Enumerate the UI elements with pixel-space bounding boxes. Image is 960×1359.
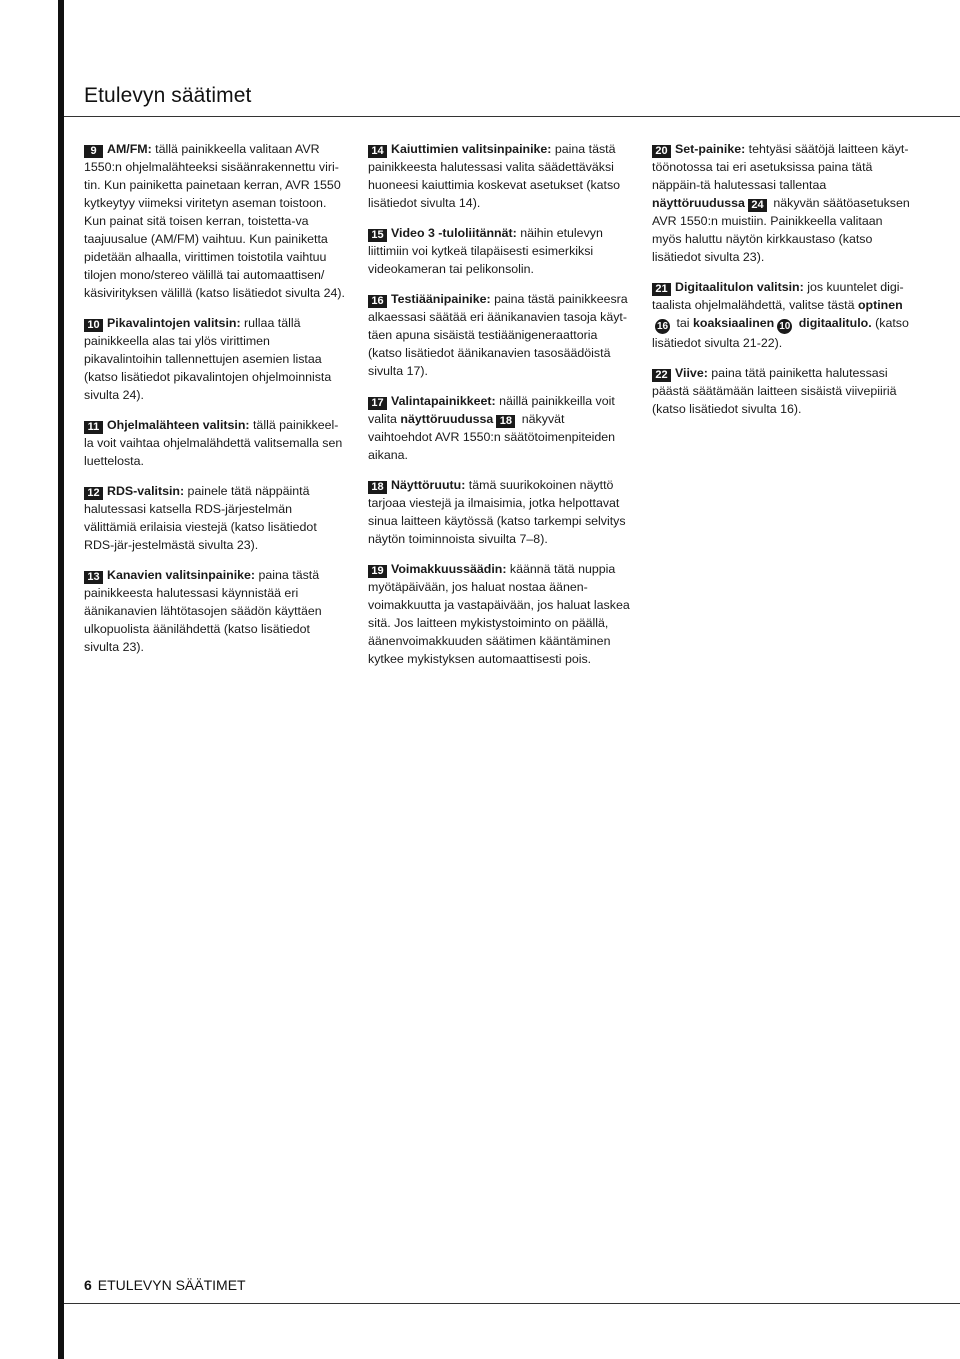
entry-text: tämä suurikokoinen näyttö tarjoaa viestejä ja ilmaisimia, jotka helpottavat sinua laitteen käytössä (katso tarkempi selvitys näytön toiminnoista sivuilta 7–8). bbox=[368, 478, 626, 546]
entry-title: Valintapainikkeet: bbox=[391, 394, 496, 408]
entry-13 bbox=[84, 566, 346, 656]
entry-bold-text: digitaalitulo. bbox=[795, 316, 872, 330]
item-number-badge: 21 bbox=[652, 283, 671, 296]
page-number: 6 bbox=[84, 1277, 92, 1293]
column-2 bbox=[368, 140, 630, 680]
item-number-badge: 19 bbox=[368, 565, 387, 578]
entry-text: paina tästä painikkeesta halutessasi käynnistää eri äänikanavien lähtötasojen säädön käyttäen ulkopuolista äänilähdettä (katso lisätiedot sivulta 23). bbox=[84, 568, 322, 654]
entry-10 bbox=[84, 314, 346, 404]
item-number-badge: 11 bbox=[84, 421, 103, 434]
entry-bold-text: koaksiaalinen bbox=[692, 316, 775, 330]
entry-title: AM/FM: bbox=[107, 142, 152, 156]
reference-number-badge: 18 bbox=[496, 415, 515, 428]
entry-text: tehtyäsi säätöjä laitteen käyt-töönotossa tai eri asetuksissa paina tätä näppäin-tä halutessasi tallentaa bbox=[652, 142, 909, 192]
entry-18 bbox=[368, 476, 630, 548]
entry-9 bbox=[84, 140, 346, 302]
entry-text: näkyvän säätöasetuksen AVR 1550:n muistiin. Painikkeella valitaan myös haluttu näytön kirkkaustaso (katso lisätiedot sivulta 23). bbox=[652, 196, 910, 264]
entry-title: RDS-valitsin: bbox=[107, 484, 185, 498]
item-number-badge: 15 bbox=[368, 229, 387, 242]
entry-title: Digitaalitulon valitsin: bbox=[675, 280, 804, 294]
entry-text: rullaa tällä painikkeella alas tai ylös virittimen pikavalintoihin tallennettujen asemien listaa (katso lisätiedot pikavalintojen ohjelmoinnista sivulta 24). bbox=[84, 316, 332, 402]
entry-title: Voimakkuussäädin: bbox=[391, 562, 507, 576]
entry-text: (katso lisätiedot sivulta 21-22). bbox=[652, 316, 909, 350]
entry-title: Testiäänipainike: bbox=[391, 292, 491, 306]
entry-15 bbox=[368, 224, 630, 278]
entry-text: paina tätä painiketta halutessasi päästä säätämään laitteen sisäistä viivepiiriä (katso lisätiedot sivulta 16). bbox=[652, 366, 897, 416]
entry-19 bbox=[368, 560, 630, 668]
entry-20 bbox=[652, 140, 914, 266]
entry-text: painele tätä näppäintä halutessasi katsella RDS-järjestelmän välittämiä erilaisia viestejä (katso lisätiedot RDS-jär-jestelmästä sivulta 23). bbox=[84, 484, 317, 552]
entry-bold-text: optinen bbox=[857, 298, 903, 312]
left-vertical-bar bbox=[58, 0, 64, 1359]
entry-title: Kanavien valitsinpainike: bbox=[107, 568, 256, 582]
entry-21 bbox=[652, 278, 914, 352]
entry-text: käännä tätä nuppia myötäpäivään, jos haluat nostaa äänen-voimakkuutta ja vastapäivään, jos haluat laskea sitä. Jos laitteen mykistystoiminto on päällä, äänenvoimakkuuden säätimen kääntäminen kytkee mykistyksen automaattisesti pois. bbox=[368, 562, 630, 666]
reference-circle-badge: 10 bbox=[779, 321, 791, 332]
item-number-badge: 22 bbox=[652, 369, 671, 382]
entry-16 bbox=[368, 290, 630, 380]
entry-text: näihin etulevyn liittimiin voi kytkeä tilapäisesti esimerkiksi videokameran tai pelikonsolin. bbox=[368, 226, 603, 276]
item-number-badge: 9 bbox=[84, 145, 103, 158]
reference-circle-badge: 16 bbox=[656, 321, 669, 332]
entry-text: tai bbox=[673, 316, 693, 330]
entry-text: paina tästä painikkeesra alkaessasi säätää eri äänikanavien tasoja käyt-täen apuna sisäistä testiäänigeneraattoria (katso lisätiedot äänikanavien tasosäädöistä sivulta 17). bbox=[368, 292, 628, 378]
item-number-badge: 13 bbox=[84, 571, 103, 584]
entry-11 bbox=[84, 416, 346, 470]
entry-text: näkyvät vaihtoehdot AVR 1550:n säätötoimenpiteiden aikana. bbox=[368, 412, 616, 462]
entry-14 bbox=[368, 140, 630, 212]
entry-text: jos kuuntelet digi-taalista ohjelmalähdettä, valitse tästä bbox=[652, 280, 904, 312]
entry-title: Viive: bbox=[675, 366, 708, 380]
entry-text: tällä painikkeel-la voit vaihtaa ohjelmalähdettä valitsemalla sen luettelosta. bbox=[84, 418, 343, 468]
entry-bold-text: näyttöruudussa bbox=[400, 412, 494, 426]
entry-text: tällä painikkeella valitaan AVR 1550:n ohjelmalähteeksi sisäänrakennettu viri-tin. Kun painiketta painetaan kerran, AVR 1550 kytkeytyy viimeksi viritetyn aseman toistoon. Kun painat sitä toisen kerran, toistetta-va taajuusalue (AM/FM) vaihtuu. Kun painiketta pidetään alhaalla, virittimen toistotila vaihtuu tilojen mono/stereo välillä tai automaattisen/ käsivirityksen välillä (katso lisätiedot sivulta 24). bbox=[84, 142, 345, 300]
entry-title: Pikavalintojen valitsin: bbox=[107, 316, 241, 330]
reference-number-badge: 24 bbox=[748, 199, 767, 212]
footer-divider bbox=[64, 1303, 960, 1304]
entry-title: Näyttöruutu: bbox=[391, 478, 466, 492]
entry-bold-text: näyttöruudussa bbox=[652, 196, 745, 210]
item-number-badge: 16 bbox=[368, 295, 387, 308]
entry-17 bbox=[368, 392, 630, 464]
entry-text: paina tästä painikkeesta halutessasi valita säädettäväksi huoneesi kaiuttimia koskevat asetukset (katso lisätiedot sivulta 14). bbox=[368, 142, 621, 210]
entry-title: Video 3 -tuloliitännät: bbox=[391, 226, 517, 240]
title-divider bbox=[64, 116, 960, 117]
column-1 bbox=[84, 140, 346, 668]
footer-section-title: ETULEVYN SÄÄTIMET bbox=[97, 1277, 246, 1293]
entry-title: Set-painike: bbox=[675, 142, 746, 156]
item-number-badge: 17 bbox=[368, 397, 387, 410]
entry-title: Ohjelmalähteen valitsin: bbox=[107, 418, 250, 432]
item-number-badge: 18 bbox=[368, 481, 387, 494]
entry-12 bbox=[84, 482, 346, 554]
column-3 bbox=[652, 140, 914, 430]
entry-22 bbox=[652, 364, 914, 418]
item-number-badge: 20 bbox=[652, 145, 671, 158]
item-number-badge: 14 bbox=[368, 145, 387, 158]
entry-title: Kaiuttimien valitsinpainike: bbox=[391, 142, 552, 156]
item-number-badge: 12 bbox=[84, 487, 103, 500]
page-footer bbox=[84, 1277, 246, 1293]
item-number-badge: 10 bbox=[84, 319, 103, 332]
page-title: Etulevyn säätimet bbox=[84, 84, 252, 107]
entry-text: näillä painikkeilla voit valita bbox=[368, 394, 615, 426]
